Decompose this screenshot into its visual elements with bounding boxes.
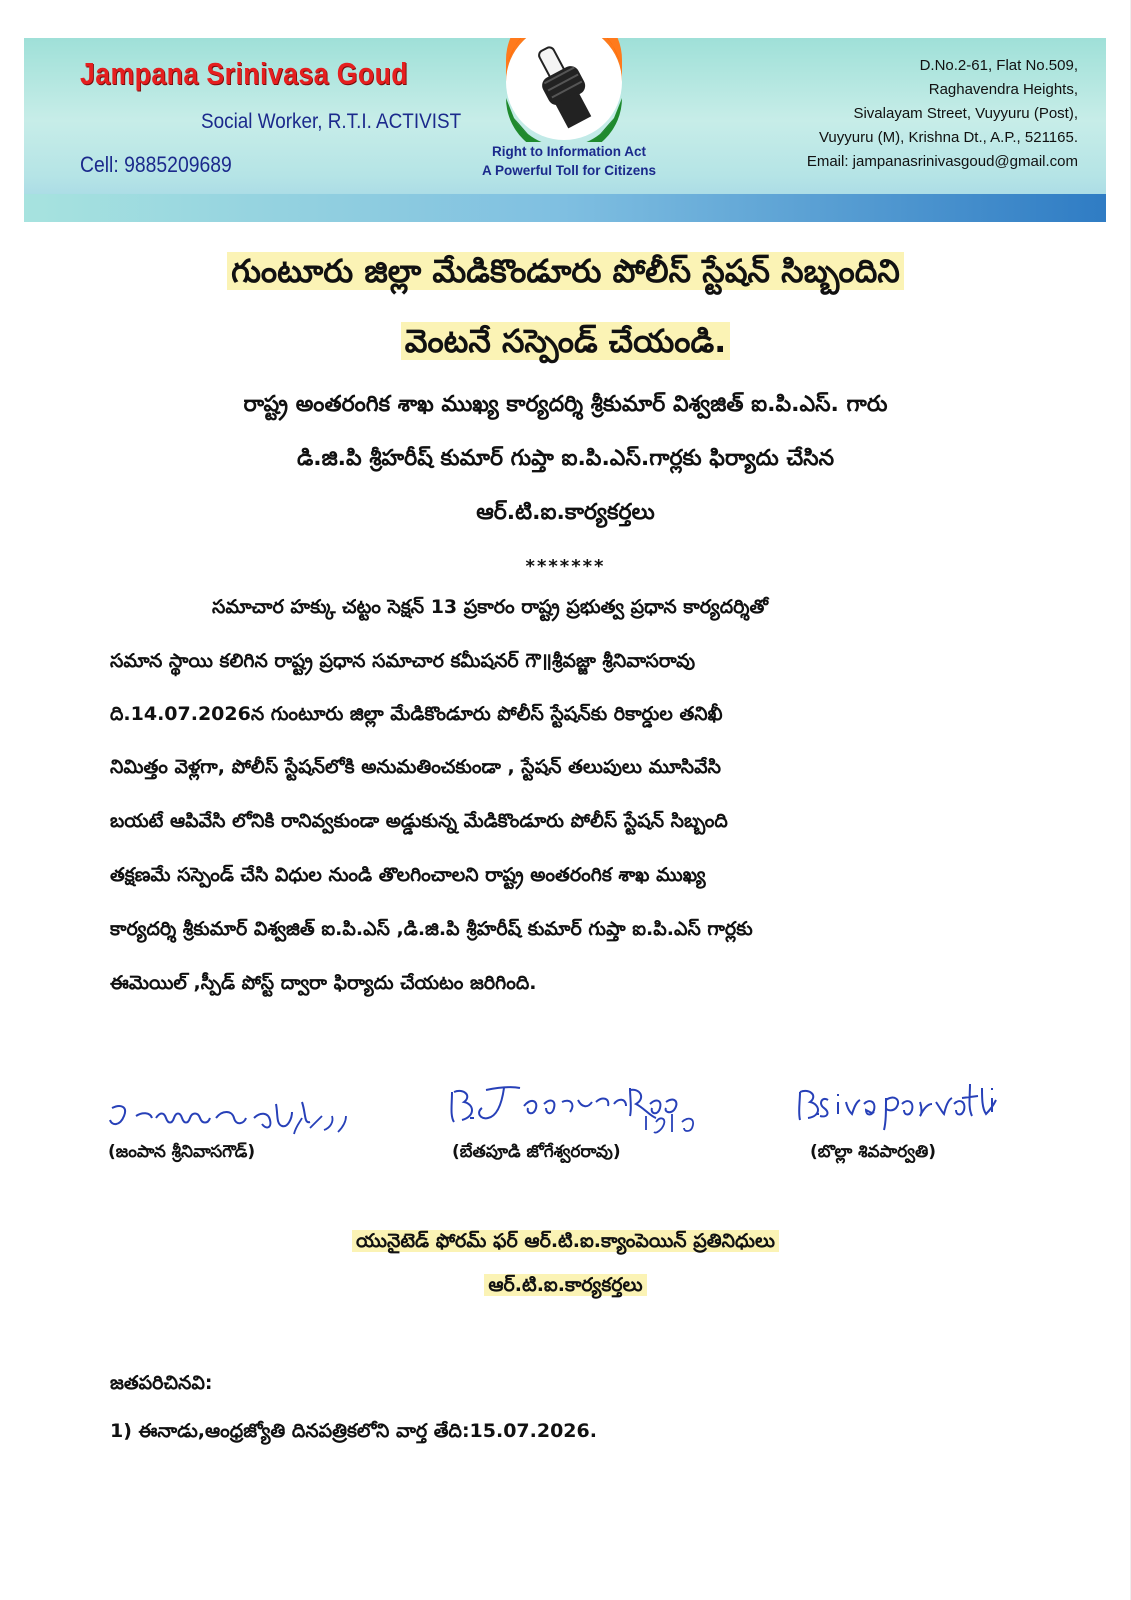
signatory-name-3: (బొల్లా శివపార్వతి) xyxy=(810,1142,937,1162)
address-line: Sivalayam Street, Vuyyuru (Post), xyxy=(853,105,1078,122)
address-line: Raghavendra Heights, xyxy=(928,81,1078,98)
signature-2 xyxy=(446,1082,716,1144)
body-line: సమాన స్థాయి కలిగిన రాష్ట్ర ప్రధాన సమాచార కమీషనర్ గౌ॥శ్రీవజ్జా శ్రీనివాసరావు xyxy=(110,650,696,672)
headline-text-1: గుంటూరు జిల్లా మేడికొండూరు పోలీస్ స్టేషన్ సిబ్బందిని xyxy=(227,252,904,290)
forum-text-1: యునైటెడ్ ఫోరమ్ ఫర్ ఆర్.టి.ఐ.క్యాంపెయిన్ ప్రతినిధులు xyxy=(352,1230,779,1252)
body-line: కార్యదర్శి శ్రీకుమార్ విశ్వజిత్ ఐ.పి.ఎస్ ,డి.జి.పి శ్రీహరీష్ కుమార్ గుప్తా ఐ.పి.ఎస్ గార్లకు xyxy=(110,918,753,940)
sender-role: Social Worker, R.T.I. ACTIVIST xyxy=(201,110,462,133)
subheading-line-1: రాష్ట్ర అంతరంగిక శాఖ ముఖ్య కార్యదర్శి శ్రీకుమార్ విశ్వజిత్ ఐ.పి.ఎస్. గారు xyxy=(243,392,888,417)
address-line: Vuyyuru (M), Krishna Dt., A.P., 521165. xyxy=(818,129,1078,146)
headline-text-2: వెంటనే సస్పెండ్ చేయండి. xyxy=(401,322,731,360)
logo-caption-2: A Powerful Toll for Citizens xyxy=(481,163,656,178)
headline-line-2 xyxy=(0,322,1131,368)
sender-email: Email: jampanasrinivasgoud@gmail.com xyxy=(806,153,1078,170)
body-line: ది.14.07.2026న గుంటూరు జిల్లా మేడికొండూరు పోలీస్ స్టేషన్‌కు రికార్డుల తనిఖీ xyxy=(110,703,723,725)
signatory-name-1: (జంపాన శ్రీనివాసగౌడ్) xyxy=(108,1142,256,1162)
body-line: ఈమెయిల్ ,స్పీడ్ పోస్ట్ ద్వారా ఫిర్యాదు చేయటం జరిగింది. xyxy=(110,972,537,994)
signature-1 xyxy=(106,1098,376,1144)
enclosures-heading: జతపరిచినవి: xyxy=(110,1372,213,1394)
body-line: బయటే ఆపివేసి లోనికి రానివ్వకుండా అడ్డుకున్న మేడికొండూరు పోలీస్ స్టేషన్ సిబ్బంది xyxy=(110,810,728,832)
signatory-name-2: (బేతపూడి జోగేశ్వరరావు) xyxy=(452,1142,621,1162)
subheading-line-3: ఆర్.టి.ఐ.కార్యకర్తలు xyxy=(476,500,655,525)
body-line: సమాచార హక్కు చట్టం సెక్షన్ 13 ప్రకారం రాష్ట్ర ప్రభుత్వ ప్రధాన కార్యదర్శితో xyxy=(212,596,769,618)
address-line: D.No.2-61, Flat No.509, xyxy=(919,57,1078,74)
body-line: తక్షణమే సస్పెండ్ చేసి విధుల నుండి తొలగించాలని రాష్ట్ర అంతరంగిక శాఖ ముఖ్య xyxy=(110,864,706,886)
sender-address xyxy=(807,54,1078,174)
headline-line-1 xyxy=(0,252,1131,298)
forum-line-2 xyxy=(0,1274,1131,1301)
letterhead xyxy=(24,38,1106,222)
signature-3 xyxy=(794,1078,1004,1136)
logo-caption-1: Right to Information Act xyxy=(492,144,646,159)
separator: ******* xyxy=(525,556,606,577)
sender-name: Jampana Srinivasa Goud xyxy=(80,56,409,91)
rti-logo-icon xyxy=(504,38,624,142)
forum-text-2: ఆర్.టి.ఐ.కార్యకర్తలు xyxy=(484,1274,646,1296)
sender-phone: Cell: 9885209689 xyxy=(80,152,232,177)
body-line: నిమిత్తం వెళ్లగా, పోలీస్ స్టేషన్‌లోకి అనుమతించకుండా , స్టేషన్ తలుపులు మూసివేసి xyxy=(110,756,721,778)
subheading-line-2: డి.జి.పి శ్రీహరీష్ కుమార్ గుప్తా ఐ.పి.ఎస్.గార్లకు ఫిర్యాదు చేసిన xyxy=(296,446,835,471)
enclosure-item: 1) ఈనాడు,ఆంధ్రజ్యోతి దినపత్రికలోని వార్త తేది:15.07.2026. xyxy=(110,1420,597,1442)
forum-line-1 xyxy=(0,1230,1131,1257)
letterhead-strip xyxy=(24,194,1106,222)
